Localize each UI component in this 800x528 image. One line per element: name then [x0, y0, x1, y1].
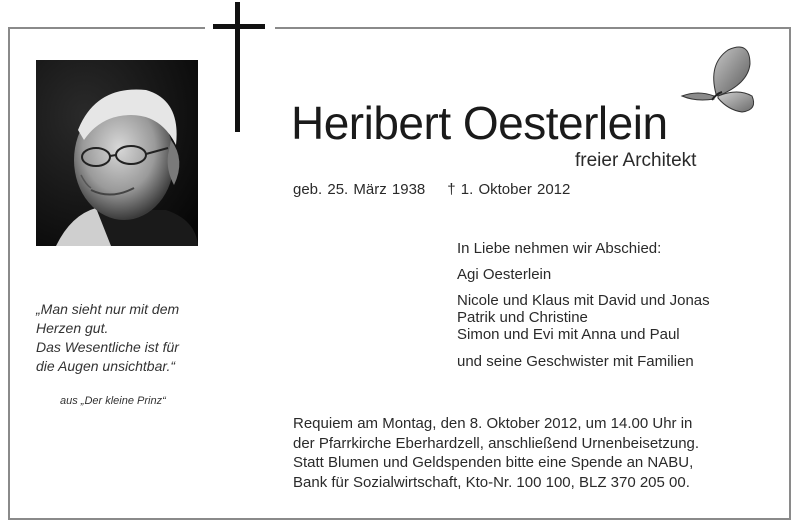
quote-line: Das Wesentliche ist für — [36, 339, 179, 355]
requiem-line: Statt Blumen und Geldspenden bitte eine Spende an NABU, — [293, 454, 694, 471]
mourner-name: Simon und Evi mit Anna und Paul — [457, 326, 680, 343]
mourner-name: Nicole und Klaus mit David und Jonas — [457, 292, 710, 309]
butterfly-icon — [678, 44, 756, 120]
mourner-name: und seine Geschwister mit Familien — [457, 353, 694, 370]
portrait-photo — [36, 60, 198, 246]
mourner-name: Patrik und Christine — [457, 309, 588, 326]
requiem-line: der Pfarrkirche Eberhardzell, anschließend Urnenbeisetzung. — [293, 434, 700, 452]
deceased-profession: freier Architekt — [575, 150, 697, 171]
mourner-name: Agi Oesterlein — [457, 266, 552, 283]
mourners-intro: In Liebe nehmen wir Abschied: — [457, 240, 662, 257]
quote-line: „Man sieht nur mit dem — [36, 301, 180, 317]
requiem-notice — [293, 414, 699, 492]
requiem-line: Requiem am Montag, den 8. Oktober 2012, um 14.00 Uhr in — [293, 415, 693, 432]
requiem-line: Bank für Sozialwirtschaft, Kto-Nr. 100 100, BLZ 370 205 00. — [293, 473, 690, 491]
quote-line: Herzen gut. — [36, 320, 109, 336]
quote-source: aus „Der kleine Prinz“ — [60, 395, 166, 407]
death-date: † 1. Oktober 2012 — [447, 181, 571, 198]
deceased-name: Heribert Oesterlein — [291, 97, 668, 149]
quote — [36, 300, 179, 376]
life-dates — [293, 181, 570, 198]
birth-date: geb. 25. März 1938 — [293, 181, 426, 198]
quote-line: die Augen unsichtbar.“ — [36, 358, 176, 374]
